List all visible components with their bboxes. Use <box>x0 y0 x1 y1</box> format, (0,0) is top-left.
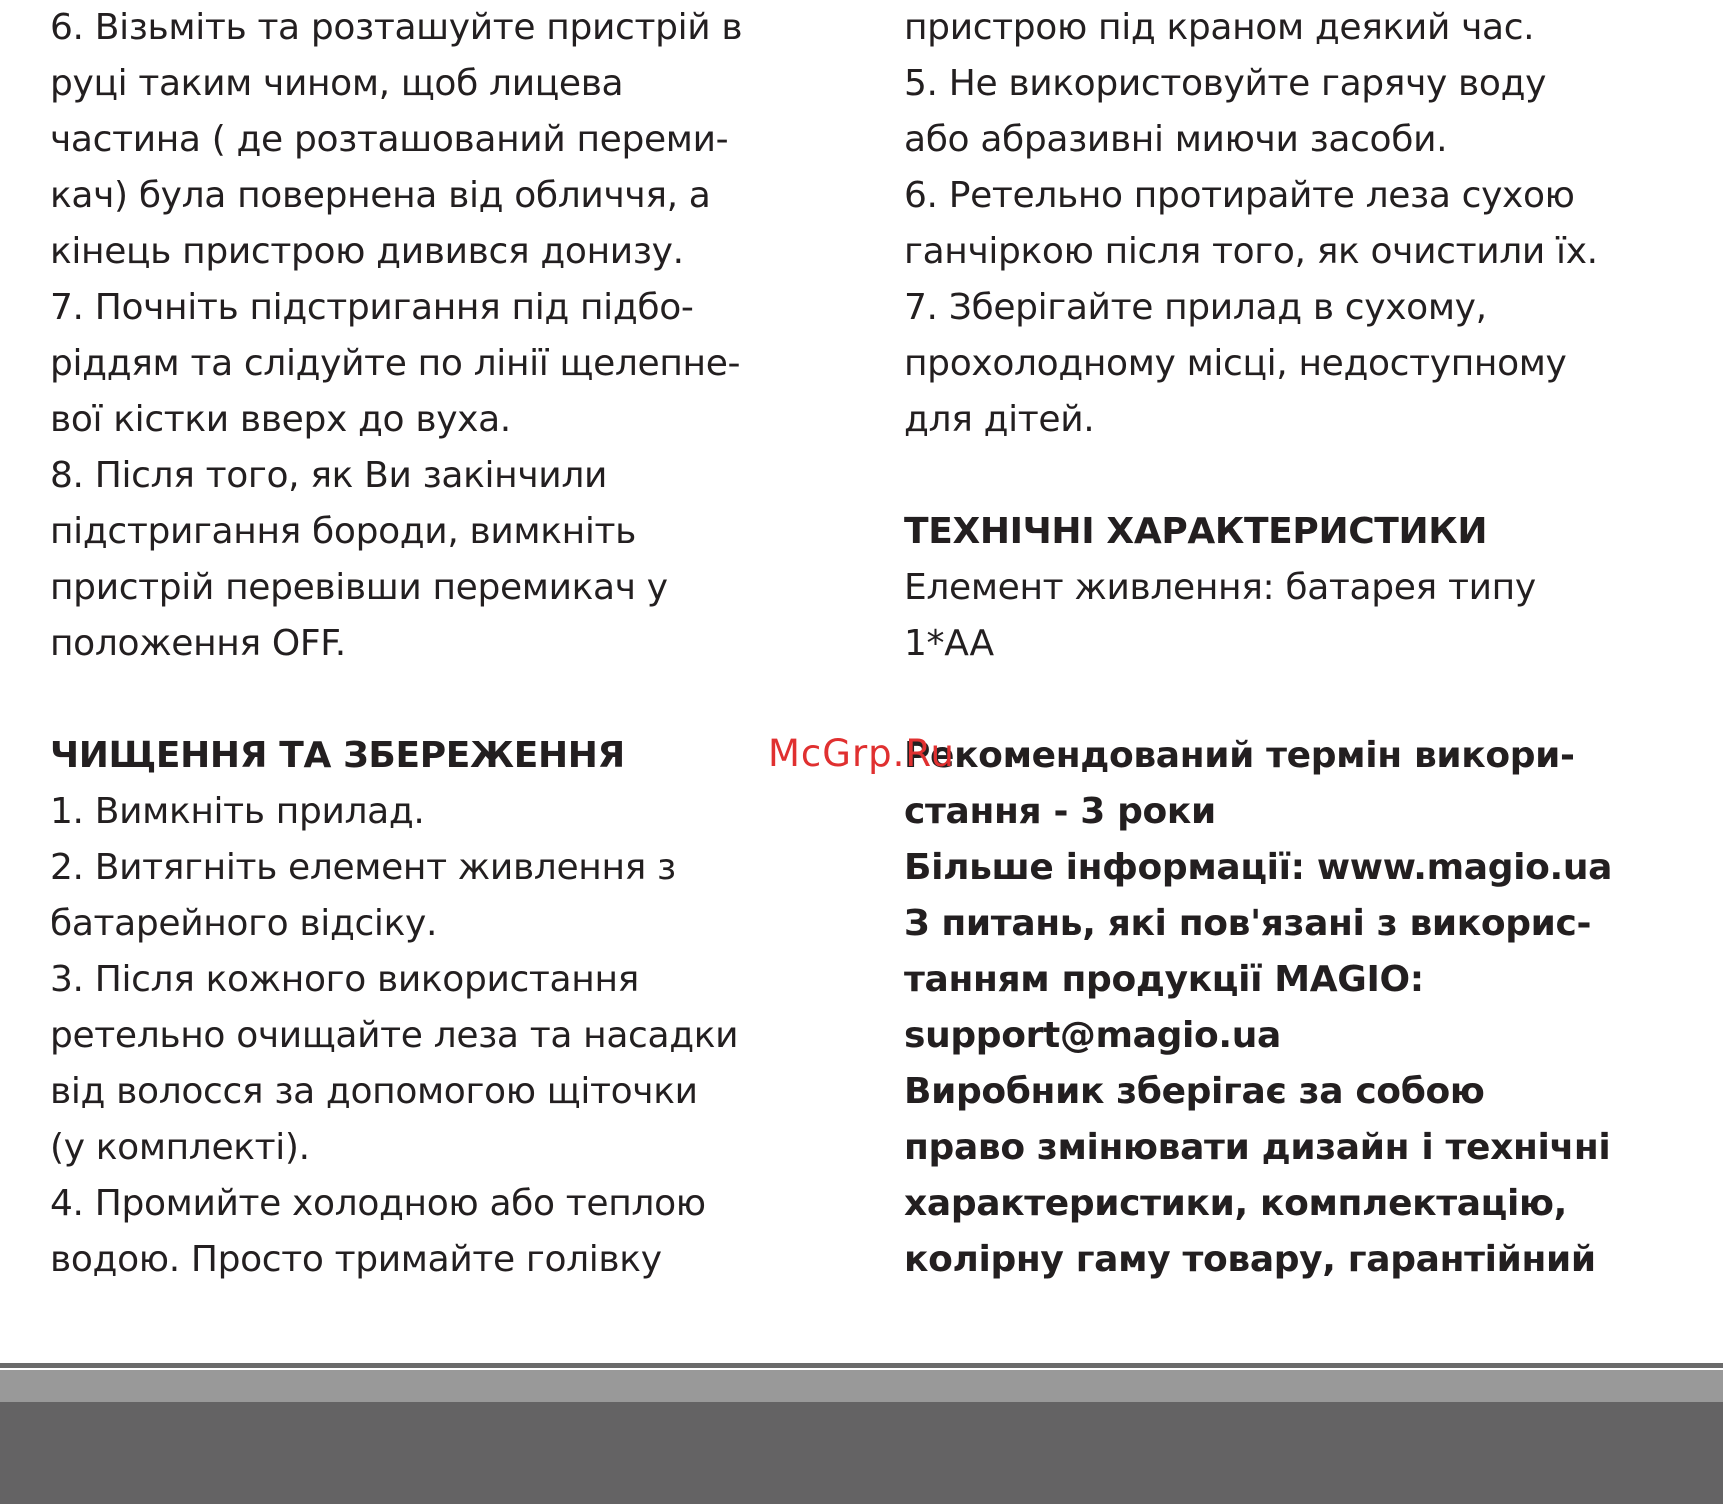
text-line: руці таким чином, щоб лицева <box>50 63 624 104</box>
text-line: положення OFF. <box>50 623 346 664</box>
text-line: для дітей. <box>904 399 1095 440</box>
text-line: Елемент живлення: батарея типу <box>904 567 1536 608</box>
support-email: support@magio.ua <box>904 1015 1281 1056</box>
info-block <box>904 728 1694 1288</box>
cleaning-steps <box>50 784 840 1288</box>
text-line: вої кістки вверх до вуха. <box>50 399 511 440</box>
text-line: прохолодному місці, недоступному <box>904 343 1567 384</box>
text-line: 3. Після кожного використання <box>50 959 639 1000</box>
text-line: пристрою під краном деякий час. <box>904 7 1535 48</box>
step-7-paragraph <box>50 280 840 448</box>
text-line: пристрій перевівши перемикач у <box>50 567 668 608</box>
text-line: 5. Не використовуйте гарячу воду <box>904 63 1547 104</box>
text-line: ріддям та слідуйте по лінії щелепне- <box>50 343 741 384</box>
right-column <box>904 0 1694 1288</box>
text-line: характеристики, комплектацію, <box>904 1183 1567 1224</box>
text-line: танням продукції MAGIO: <box>904 959 1424 1000</box>
text-line: Рекомендований термін викори- <box>904 735 1575 776</box>
cleaning-continued <box>904 0 1694 448</box>
text-line: 8. Після того, як Ви закінчили <box>50 455 608 496</box>
text-line: 4. Промийте холодною або теплою <box>50 1183 706 1224</box>
text-line: З питань, які пов'язані з викорис- <box>904 903 1592 944</box>
text-line: ганчіркою після того, як очистили їх. <box>904 231 1598 272</box>
left-column <box>50 0 840 1288</box>
step-8-paragraph <box>50 448 840 672</box>
text-line: 1. Вимкніть прилад. <box>50 791 425 832</box>
footer-divider <box>0 1363 1723 1368</box>
footer-band-light <box>0 1370 1723 1402</box>
spacer <box>904 448 1694 504</box>
text-line: або абразивні миючи засоби. <box>904 119 1448 160</box>
step-6-paragraph <box>50 0 840 280</box>
specs-heading: ТЕХНІЧНІ ХАРАКТЕРИСТИКИ <box>904 511 1488 552</box>
text-line: водою. Просто тримайте голівку <box>50 1239 662 1280</box>
text-line: кач) була повернена від обличчя, а <box>50 175 711 216</box>
footer-band-dark <box>0 1402 1723 1504</box>
text-line: колірну гаму товару, гарантійний <box>904 1239 1596 1280</box>
text-line: 7. Зберігайте прилад в сухому, <box>904 287 1487 328</box>
cleaning-heading: ЧИЩЕННЯ ТА ЗБЕРЕЖЕННЯ <box>50 735 625 776</box>
spacer <box>904 672 1694 728</box>
text-line: 7. Почніть підстригання під підбо- <box>50 287 694 328</box>
watermark: McGrp.Ru <box>768 732 955 775</box>
text-line: батарейного відсіку. <box>50 903 438 944</box>
text-line: Виробник зберігає за собою <box>904 1071 1485 1112</box>
website-line: Більше інформації: www.magio.ua <box>904 847 1613 888</box>
text-line: (у комплекті). <box>50 1127 310 1168</box>
text-line: кінець пристрою дивився донизу. <box>50 231 684 272</box>
specs-list <box>904 560 1694 672</box>
text-line: 6. Візьміть та розташуйте пристрій в <box>50 7 743 48</box>
text-line: ретельно очищайте леза та насадки <box>50 1015 739 1056</box>
text-line: право змінювати дизайн і технічні <box>904 1127 1611 1168</box>
text-line: стання - 3 роки <box>904 791 1216 832</box>
text-line: 1*AA <box>904 623 994 664</box>
text-line: підстригання бороди, вимкніть <box>50 511 636 552</box>
spacer <box>50 672 840 728</box>
text-line: 6. Ретельно протирайте леза сухою <box>904 175 1575 216</box>
text-line: від волосся за допомогою щіточки <box>50 1071 698 1112</box>
text-line: 2. Витягніть елемент живлення з <box>50 847 676 888</box>
text-line: частина ( де розташований переми- <box>50 119 729 160</box>
